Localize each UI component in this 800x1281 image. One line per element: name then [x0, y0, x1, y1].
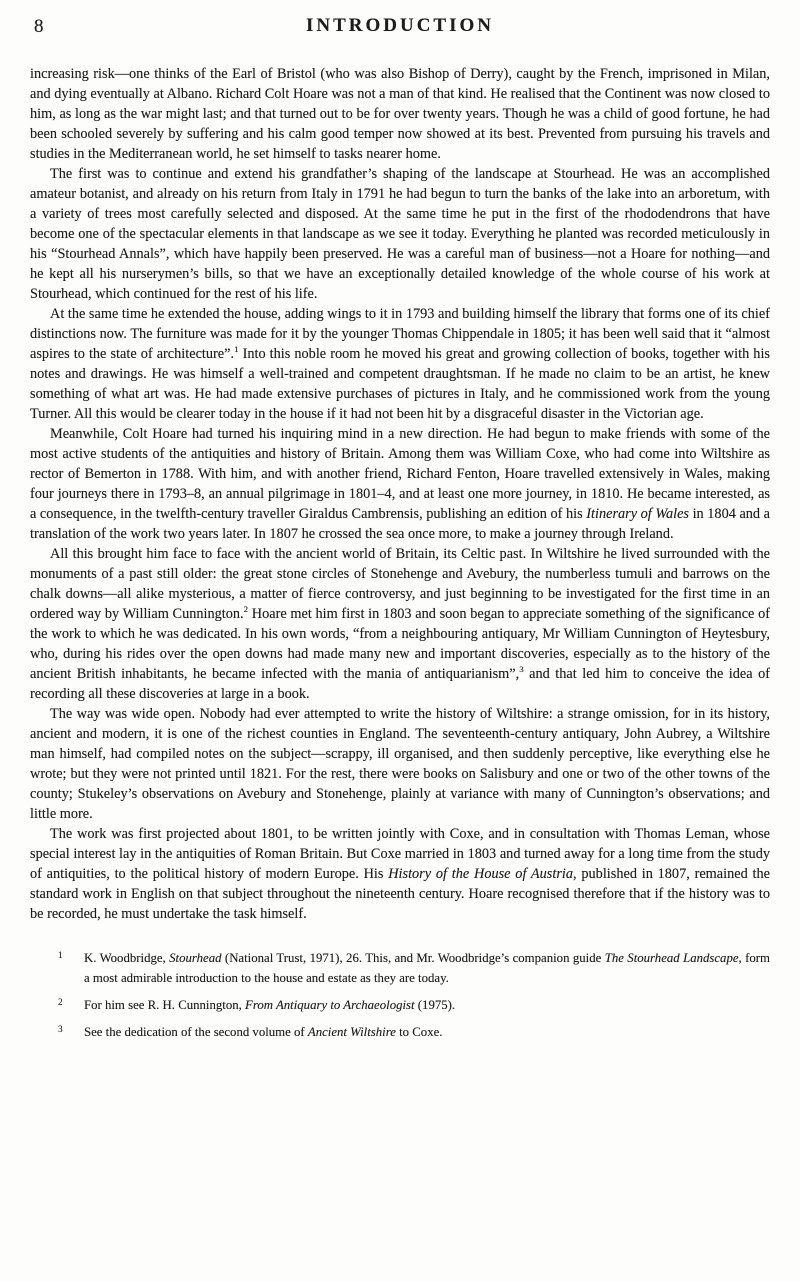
page-number: 8: [34, 16, 44, 37]
paragraph: [30, 64, 770, 164]
footnote-text: [84, 1022, 770, 1042]
text-run: and that led him to conceive the idea of recording all these discoveries at large in a book.: [30, 666, 770, 702]
text-run: Into this noble room he moved his great and growing collection of books, together with his notes and drawings. He was himself a well-trained and competent draughtsman. If he made no claim to be an artist, he knew something of what art was. He had made extensive purchases of pictures in Italy, and he commissioned work from the young Turner. All this would be clearer today in the house if it had not been hit by a disgraceful disaster in the Victorian age.: [30, 346, 770, 422]
page-header: [30, 12, 770, 42]
italic-title: Stourhead: [169, 951, 222, 965]
italic-title: From Antiquary to Archaeologist: [245, 998, 415, 1012]
text-run: Meanwhile, Colt Hoare had turned his inquiring mind in a new direction. He had begun to make friends with some of the most active students of the antiquities and history of Britain. Among them was William Coxe, who had come into Wiltshire as rector of Bemerton in 1788. With him, and with another friend, Richard Fenton, Hoare travelled extensively in Wales, making four journeys there in 1793–8, an annual pilgrimage in 1801–4, and at least one more journey, in 1810. He became interested, as a consequence, in the twelfth-century traveller Giraldus Cambrensis, publishing an edition of his: [30, 426, 770, 522]
footnote-reference: 1: [234, 344, 239, 355]
italic-title: Itinerary of Wales: [586, 506, 689, 522]
text-run: For him see R. H. Cunnington,: [84, 998, 246, 1012]
paragraph: [30, 164, 770, 304]
paragraph: [30, 424, 770, 544]
footnote-reference: 2: [243, 604, 249, 615]
text-run: to Coxe.: [395, 1025, 443, 1039]
text-run: Hoare met him first in 1803 and soon began to appreciate something of the significance of the work to which he was dedicated. In his own words, “from a neighbouring antiquary, Mr William Cunnington of Heytesbury, who, during his rides over the open downs had made many new and important discoveries, especially as to the history of the ancient British inhabitants, he became infected with the mania of antiquarianism”,: [30, 606, 770, 682]
paragraph: [30, 304, 770, 424]
text-run: The way was wide open. Nobody had ever attempted to write the history of Wiltshire: a strange omission, for in its history, ancient and modern, it is one of the richest counties in England. The seventeenth-century antiquary, John Aubrey, a Wiltshire man himself, had compiled notes on the subject—scrappy, ill organised, and then suddenly perceptive, like everything else he wrote; but they were not printed until 1821. For the rest, there were books on Salisbury and one or two of the other towns of the county; Stukeley’s observations on Avebury and Stonehenge, plainly at variance with many of Cunnington’s observations; and little more.: [30, 706, 770, 822]
text-run: (1975).: [414, 998, 456, 1012]
text-run: The first was to continue and extend his grandfather’s shaping of the landscape at Stourhead. He was an accomplished amateur botanist, and already on his return from Italy in 1791 he had begun to turn the banks of the lake into an arboretum, with a variety of trees most carefully selected and disposed. At the same time he put in the first of the rhododendrons that have become one of the spectacular elements in that landscape as we see it today. Everything he planted was recorded meticulously in his “Stourhead Annals”, which have happily been preserved. He was a careful man of business—not a Hoare for nothing—and he kept all his nurserymen’s bills, so that we have an exceptionally detailed knowledge of the whole course of his work at Stourhead, which continued for the rest of his life.: [30, 166, 770, 302]
text-run: (National Trust, 1971), 26. This, and Mr. Woodbridge’s companion guide: [221, 951, 605, 965]
paragraph: [30, 544, 770, 704]
body-text: [30, 64, 770, 924]
italic-title: History of the House of Austria: [388, 866, 574, 882]
paragraph: [30, 824, 770, 924]
footnote-number: 3: [58, 1024, 63, 1034]
footnote-number: 1: [58, 950, 63, 960]
text-run: At the same time he extended the house, adding wings to it in 1793 and building himself the library that forms one of its chief distinctions now. The furniture was made for it by the younger Thomas Chippendale in 1805; it has been well said that it “almost aspires to the state of architecture”.: [30, 306, 770, 362]
page-title: INTRODUCTION: [305, 15, 495, 36]
text-run: , form a most admirable introduction to the house and estate as they are today.: [84, 951, 771, 985]
footnote-number: 2: [58, 997, 63, 1007]
text-run: K. Woodbridge,: [84, 951, 170, 965]
paragraph: [30, 704, 770, 824]
footnote: [30, 1022, 770, 1042]
text-run: All this brought him face to face with the ancient world of Britain, its Celtic past. In Wiltshire he lived surrounded with the monuments of a past still older: the great stone circles of Stonehenge and Avebury, the numberless tumuli and barrows on the chalk downs—all alike mysterious, a matter of fierce controversy, and just beginning to be investigated for the first time in an ordered way by William Cunnington.: [30, 546, 770, 622]
text-run: in 1804 and a translation of the work two years later. In 1807 he crossed the sea once more, to make a journey through Ireland.: [30, 506, 771, 542]
footnote-text: [84, 995, 770, 1015]
text-run: The work was first projected about 1801, to be written jointly with Coxe, and in consultation with Thomas Leman, whose special interest lay in the antiquities of Roman Britain. But Coxe married in 1803 and turned away for a long time from the study of antiquities, to the political history of modern Europe. His: [30, 826, 770, 882]
text-run: , published in 1807, remained the standard work in English on that subject throughout the nineteenth century. Hoare recognised therefore that if the history was to be recorded, he must undertake the task himself.: [30, 866, 770, 922]
footnotes: [30, 948, 770, 1042]
footnote-text: [84, 948, 770, 988]
footnote: [30, 948, 770, 988]
footnote-reference: 3: [519, 664, 524, 675]
text-run: See the dedication of the second volume of: [84, 1025, 308, 1039]
italic-title: Ancient Wiltshire: [307, 1025, 396, 1039]
text-run: increasing risk—one thinks of the Earl of Bristol (who was also Bishop of Derry), caught by the French, imprisoned in Milan, and dying eventually at Albano. Richard Colt Hoare was not a man of that kind. He realised that the Continent was now closed to him, as long as the war might last; and that turned out to be for over twenty years. Though he was a child of good fortune, he had been schooled severely by suffering and his calm good temper now showed at its best. Prevented from pursuing his travels and studies in the Mediterranean world, he set himself to tasks nearer home.: [30, 66, 770, 162]
footnote: [30, 995, 770, 1015]
italic-title: The Stourhead Landscape: [604, 951, 739, 965]
